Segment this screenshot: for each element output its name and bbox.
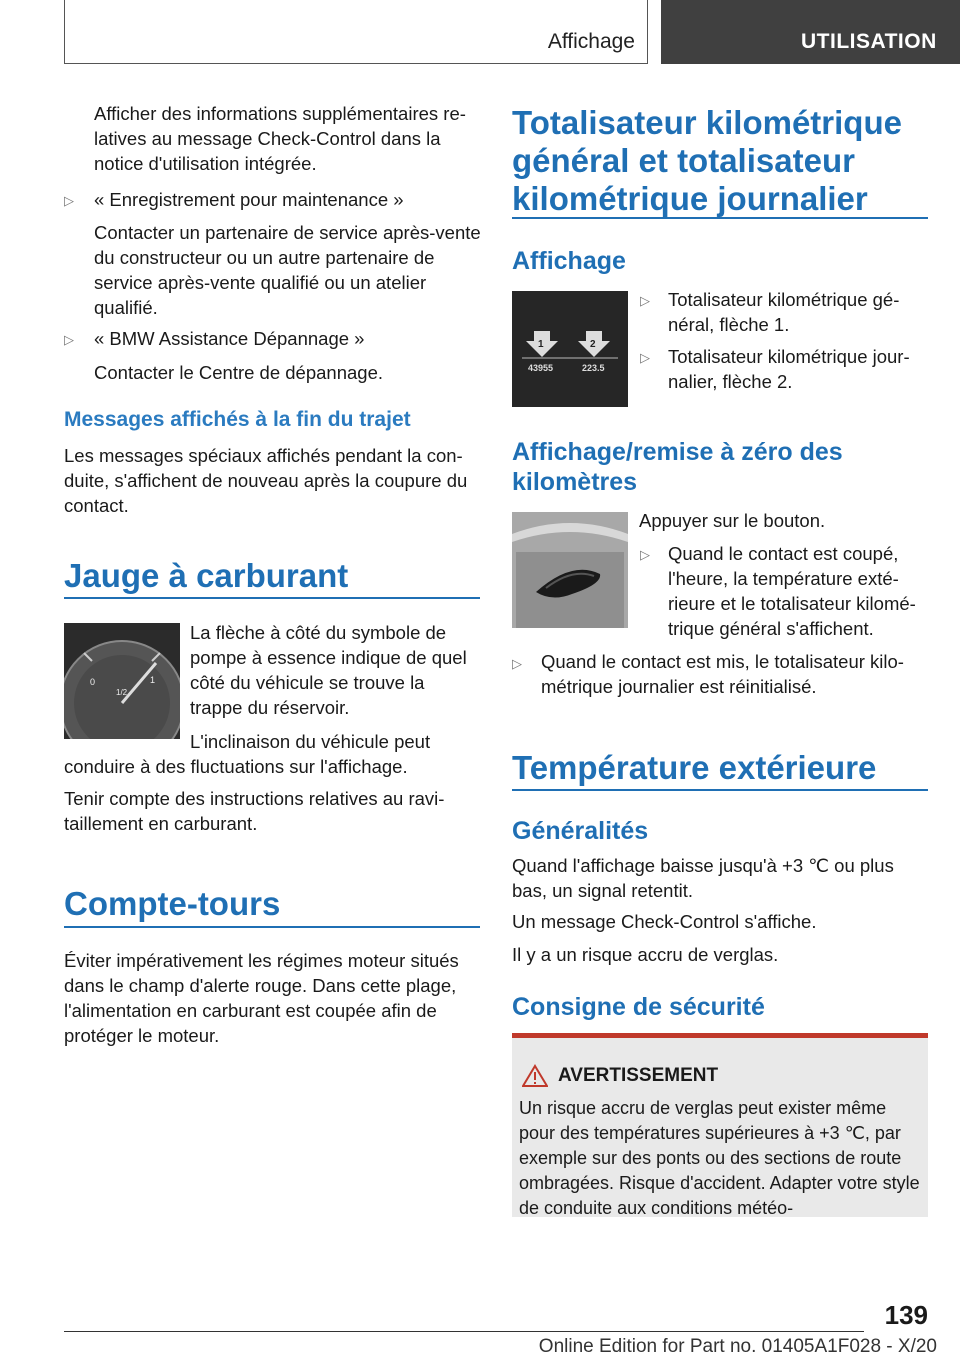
intro-text: Afficher des informations supplémentaires re-latives au message Check-Control dans la notice d'utilisation intégrée.	[94, 103, 466, 174]
odo-total-value: 43955	[528, 363, 554, 373]
title-rule	[64, 597, 480, 599]
header-section-tab	[64, 0, 648, 64]
compte-text: Éviter impérativement les régimes moteur situés dans le champ d'alerte rouge. Dans cette plage, l'alimentation en carburant est coupée afin de protéger le moteur.	[64, 950, 459, 1046]
footer-rule	[64, 1331, 864, 1332]
bullet-text: Contacter un partenaire de service après-vente du constructeur ou un autre partenaire de service après-vente qualifié ou un atelier qualifié.	[94, 222, 481, 318]
odo-trip-value: 223.5	[582, 363, 605, 373]
jauge-text: Tenir compte des instructions relatives au ravi-taillement en carburant.	[64, 788, 445, 834]
generalites-text: Un message Check-Control s'affiche.	[512, 911, 817, 932]
bullet-title: « BMW Assistance Dépannage »	[94, 328, 365, 349]
fuel-gauge-image	[64, 623, 180, 739]
bullet-icon: ▷	[640, 350, 650, 365]
warning-text: Un risque accru de verglas peut exister même pour des températures supérieures à +3 ℃, par exemple sur des ponts ou des sections de route ombragées. Risque d'accident. Adapter votre style de conduite aux conditions météo-	[519, 1098, 920, 1218]
subheading-remise: Affichage/remise à zéro des kilomètres	[512, 438, 843, 496]
warning-triangle-icon	[522, 1064, 548, 1088]
header-section-label: Affichage	[547, 30, 635, 53]
title-rule	[64, 926, 480, 928]
warning-title: AVERTISSEMENT	[558, 1065, 719, 1086]
footer-edition	[0, 1336, 960, 1358]
warning-box	[512, 1033, 928, 1217]
title-rule	[512, 789, 928, 791]
remise-bullet: Quand le contact est mis, le totalisateur kilo-métrique journalier est réinitialisé.	[541, 651, 904, 697]
affichage-bullet: Totalisateur kilométrique jour-nalier, flèche 2.	[668, 346, 910, 392]
section-title-compte: Compte-tours	[64, 885, 281, 922]
bullet-icon: ▷	[512, 656, 522, 671]
subheading-generalites: Généralités	[512, 817, 649, 845]
title-rule	[512, 217, 928, 219]
bullet-icon: ▷	[640, 293, 650, 308]
bullet-icon: ▷	[64, 332, 74, 347]
bullet-icon: ▷	[640, 547, 650, 562]
remise-text: Appuyer sur le bouton.	[639, 510, 826, 531]
bullet-text: Contacter le Centre de dépannage.	[94, 362, 384, 383]
header-chapter-tab	[661, 0, 960, 64]
gauge-label: 1	[150, 675, 156, 685]
section-title-temperature: Température extérieure	[512, 749, 877, 786]
generalites-text: Il y a un risque accru de verglas.	[512, 944, 779, 965]
bullet-icon: ▷	[64, 193, 74, 208]
subheading-affichage: Affichage	[512, 247, 626, 275]
affichage-bullet: Totalisateur kilométrique gé-néral, flèche 1.	[668, 289, 900, 335]
gauge-label: 1/2	[116, 688, 128, 697]
button-image	[512, 512, 628, 628]
odo-arrow-label: 2	[590, 339, 596, 350]
bullet-title: « Enregistrement pour maintenance »	[94, 189, 404, 210]
section-title-jauge: Jauge à carburant	[64, 557, 349, 594]
section-heading-messages: Messages affichés à la fin du trajet	[64, 408, 411, 431]
odo-arrow-label: 1	[538, 339, 544, 350]
subheading-consigne: Consigne de sécurité	[512, 993, 765, 1021]
remise-bullet: Quand le contact est coupé, l'heure, la température exté-rieure et le totalisateur kilomé-trique général s'affichent.	[668, 543, 916, 639]
footer-edition-text: Online Edition for Part no. 01405A1F028 - X/20	[538, 1336, 937, 1357]
jauge-text: L'inclinaison du véhicule peut conduire à des fluctuations sur l'affichage.	[64, 731, 431, 777]
section-title-totalisateur: Totalisateur kilométrique général et totalisateur kilométrique journalier	[512, 104, 902, 217]
gauge-label: 0	[90, 677, 96, 687]
odometer-image	[512, 291, 628, 407]
messages-text: Les messages spéciaux affichés pendant la con-duite, s'affichent de nouveau après la coupure du contact.	[64, 445, 468, 516]
header-chapter-label: UTILISATION	[801, 30, 937, 53]
page-number: 139	[884, 1300, 928, 1330]
generalites-text: Quand l'affichage baisse jusqu'à +3 ℃ ou plus bas, un signal retentit.	[512, 855, 894, 901]
jauge-text: La flèche à côté du symbole de pompe à essence indique de quel côté du véhicule se trouve la trappe du réservoir.	[190, 622, 467, 718]
